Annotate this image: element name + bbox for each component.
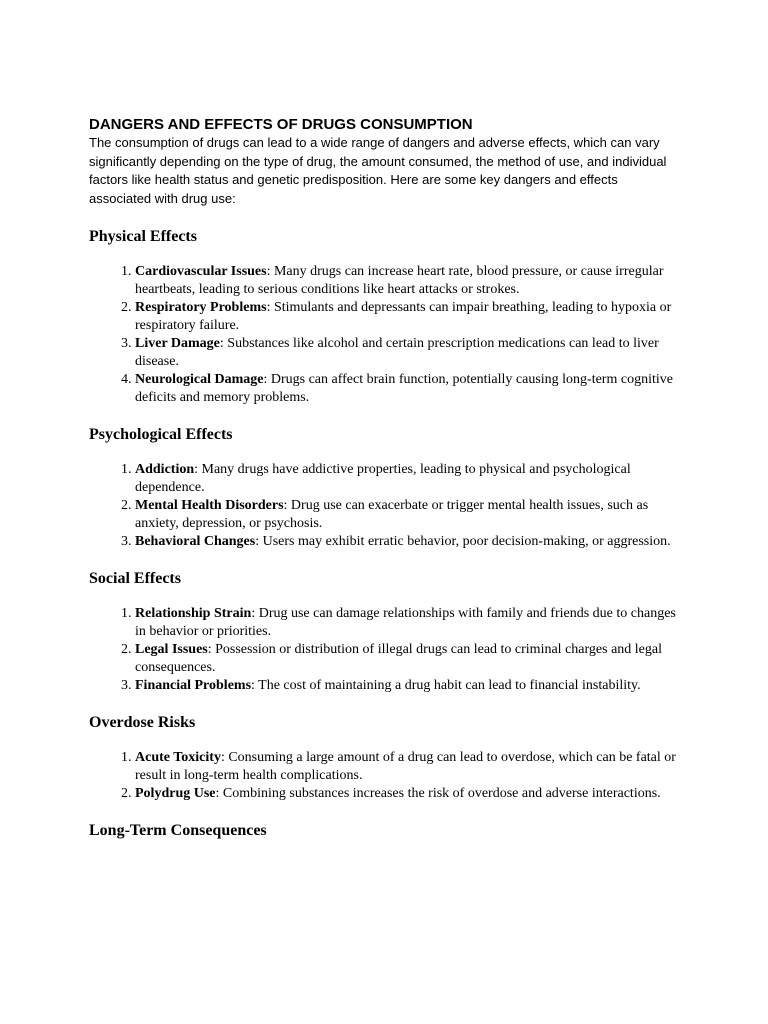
item-term: Relationship Strain — [135, 606, 252, 621]
item-text: : Drug use can damage relationships with family and friends due to changes in behavior or priorities. — [135, 606, 676, 639]
list-item — [135, 371, 679, 407]
section-heading-long-term-consequences: Long-Term Consequences — [89, 822, 267, 839]
item-term: Financial Problems — [135, 678, 252, 693]
item-term: Legal Issues — [135, 642, 208, 657]
psychological-effects-list — [89, 461, 679, 551]
item-term: Addiction — [135, 462, 195, 477]
item-term: Cardiovascular Issues — [135, 264, 267, 279]
item-term: Behavioral Changes — [135, 534, 256, 549]
item-term: Mental Health Disorders — [135, 498, 284, 513]
list-item — [135, 749, 679, 785]
item-text: : Users may exhibit erratic behavior, poor decision-making, or aggression. — [255, 534, 671, 549]
item-text: : Combining substances increases the risk of overdose and adverse interactions. — [215, 786, 661, 801]
list-item — [135, 605, 679, 641]
list-item — [135, 263, 679, 299]
list-item — [135, 299, 679, 335]
section-heading-overdose-risks: Overdose Risks — [89, 714, 196, 731]
item-text: : Many drugs can increase heart rate, blood pressure, or cause irregular heartbeats, leading to serious conditions like heart attacks or strokes. — [135, 264, 664, 297]
item-text: : Stimulants and depressants can impair breathing, leading to hypoxia or respiratory failure. — [135, 300, 672, 333]
list-item — [135, 785, 679, 803]
item-text: : The cost of maintaining a drug habit can lead to financial instability. — [251, 678, 641, 693]
list-item — [135, 497, 679, 533]
list-item — [135, 641, 679, 677]
section-heading-physical-effects: Physical Effects — [89, 228, 197, 245]
physical-effects-list — [89, 263, 679, 407]
item-term: Liver Damage — [135, 336, 220, 351]
list-item — [135, 533, 679, 551]
item-text: : Possession or distribution of illegal drugs can lead to criminal charges and legal consequences. — [135, 642, 662, 675]
social-effects-list — [89, 605, 679, 695]
item-term: Polydrug Use — [135, 786, 216, 801]
item-text: : Consuming a large amount of a drug can lead to overdose, which can be fatal or result in long-term health complications. — [135, 750, 676, 783]
section-heading-social-effects: Social Effects — [89, 570, 181, 587]
overdose-risks-list — [89, 749, 679, 803]
list-item — [135, 461, 679, 497]
item-text: : Drug use can exacerbate or trigger mental health issues, such as anxiety, depression, or psychosis. — [135, 498, 649, 531]
item-text: : Substances like alcohol and certain prescription medications can lead to liver disease. — [135, 336, 659, 369]
document-page — [89, 116, 679, 841]
item-term: Neurological Damage — [135, 372, 264, 387]
list-item — [135, 677, 679, 695]
document-title: DANGERS AND EFFECTS OF DRUGS CONSUMPTION — [89, 116, 473, 133]
intro-paragraph: The consumption of drugs can lead to a wide range of dangers and adverse effects, which can vary significantly depending on the type of drug, the amount consumed, the method of use, and individual factors like health status and genetic predisposition. Here are some key dangers and effects associated with drug use: — [89, 135, 667, 206]
section-heading-psychological-effects: Psychological Effects — [89, 426, 233, 443]
item-text: : Drugs can affect brain function, potentially causing long-term cognitive deficits and memory problems. — [135, 372, 673, 405]
item-text: : Many drugs have addictive properties, leading to physical and psychological dependence. — [135, 462, 631, 495]
item-term: Respiratory Problems — [135, 300, 267, 315]
item-term: Acute Toxicity — [135, 750, 221, 765]
list-item — [135, 335, 679, 371]
